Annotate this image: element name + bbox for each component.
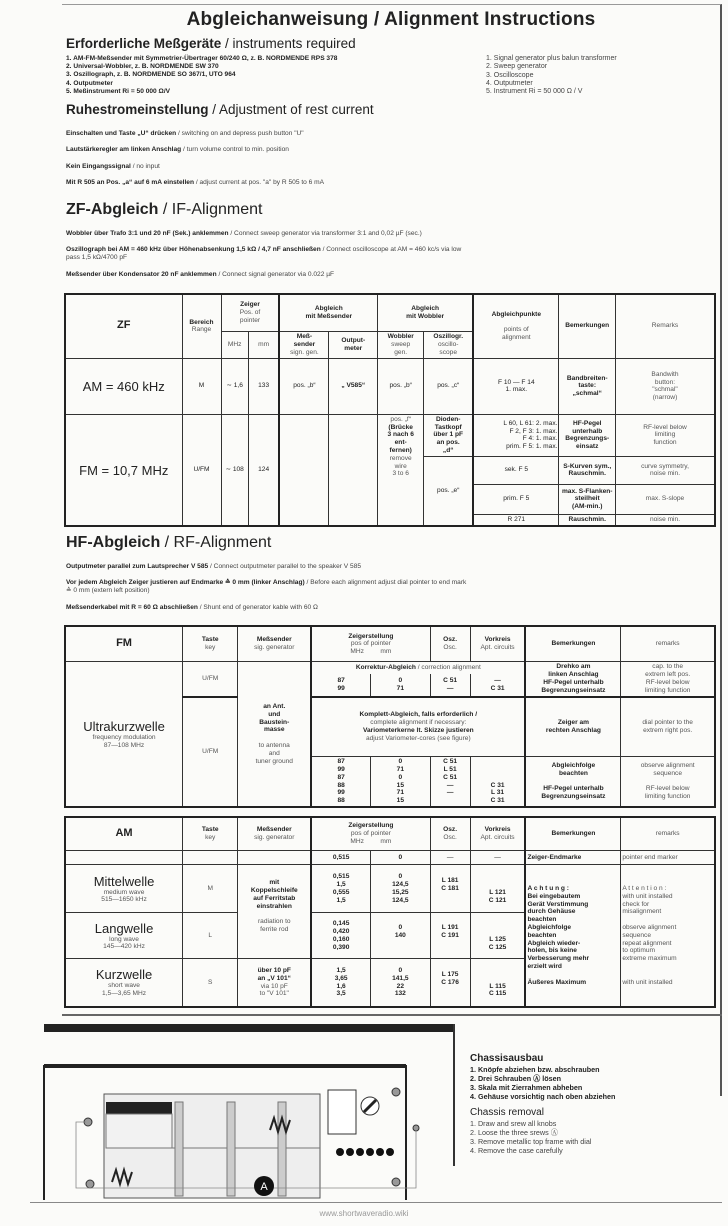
rest-current-section: [66, 102, 716, 195]
knobs: [336, 1148, 394, 1156]
cell: Rauschmin.: [559, 514, 616, 526]
cell: max. S-Flanken- steilheit (AM-min.): [559, 484, 616, 514]
cell-empty: [279, 414, 328, 526]
cell: U/FM: [183, 697, 238, 807]
cell: via 10 pF to "V 101": [259, 982, 289, 998]
cell: Korrektur-Abgleich: [355, 664, 416, 672]
cell: pos. „e“: [424, 456, 473, 526]
cell: max. S-slope: [616, 484, 716, 514]
if-heading: ZF-Abgleich: [66, 201, 159, 219]
instruments-list-de: 1. AM-FM-Meßsender mit Symmetrier-Übertrager 60/240 Ω, z. B. NORDMENDE RPS 378 2. Universal-Wobbler, z. B. NORDMENDE SW 370 3. Oszillograph, z. B. NORDMENDE SO 367/1, UTO 964 4. Outputmeter 5. Meßinstrument Ri = 50 000 Ω/V: [66, 55, 338, 95]
cell: C 51 L 51 C 51 — —: [430, 757, 470, 807]
cell: C 31 L 31 C 31: [470, 757, 525, 807]
line-en: / Connect outputmeter parallel to the speaker V 585: [208, 562, 362, 570]
col-apt-circuits: Apt. circuits: [480, 834, 515, 842]
col-zeiger: Zeiger: [240, 301, 260, 309]
band-desc: frequency modulation 87—108 MHz: [92, 733, 156, 749]
line-de: Outputmeter parallel zum Lautsprecher V 585: [66, 562, 209, 570]
line-de: Meßsender über Kondensator 20 nF anklemmen: [66, 270, 217, 278]
col-osz: Osz.: [443, 826, 458, 834]
cell: 87 99: [311, 674, 370, 697]
line-en: / no input: [130, 162, 160, 170]
rf-alignment-section: [66, 533, 716, 620]
cell-empty: [65, 851, 183, 865]
cell: U/FM: [182, 414, 221, 526]
chassis-heading-en: Chassis removal: [470, 1106, 544, 1118]
rest-current-heading: Ruhestromeinstellung: [66, 102, 209, 118]
instruments-heading: Erforderliche Meßgeräte: [66, 36, 222, 51]
cell: Dioden- Tastkopf über 1 pF an pos. „d“: [424, 414, 473, 456]
cell: Zeiger am rechten Anschlag: [525, 697, 620, 757]
header: [66, 8, 716, 31]
table-row-fm: [65, 414, 715, 456]
col-mm: mm: [248, 332, 279, 358]
col-wobbler: Wobbler: [387, 333, 414, 341]
cell: L 175 C 176: [430, 959, 470, 1007]
cell: C 51 —: [430, 674, 470, 697]
cell: sek. F 5: [473, 456, 559, 484]
band-name: Kurzwelle: [95, 967, 153, 983]
cell: 133: [248, 358, 279, 414]
page: [64, 0, 716, 1226]
line-de: Lautstärkeregler am linken Anschlag: [66, 146, 182, 154]
page-title: Abgleichanweisung / Alignment Instructions: [186, 9, 596, 30]
cell: 0,515 1,5 0,555 1,5: [311, 865, 370, 913]
cell: curve symmetry, noise min.: [616, 456, 716, 484]
cell: to antenna and tuner ground: [255, 741, 293, 765]
col-mm: mm: [380, 648, 392, 656]
cell: pointer end marker: [621, 851, 715, 865]
col-abgleich-messsender: Abgleich mit Meßsender: [279, 294, 377, 332]
cell: radiation to ferrite rod: [257, 918, 291, 934]
col-zeigerstellung: Zeigerstellung: [348, 632, 394, 640]
cell: ∼ 1,6: [221, 358, 248, 414]
cell: —: [430, 851, 470, 865]
col-messsender: Meßsender: [256, 636, 292, 644]
fm-table-wrap: [64, 625, 716, 808]
col-vorkreis: Vorkreis: [484, 826, 511, 834]
cell: 0 140: [371, 913, 430, 959]
col-remarks: Remarks: [616, 294, 716, 358]
line-en: / Connect oscilloscope at AM = 460 kc/s via low pass 1,5 kΩ/4700 pF: [66, 245, 462, 262]
cell: 124: [248, 414, 279, 526]
cell: 0 71: [371, 674, 430, 697]
cell: L 60, L 61: 2. max. F 2, F 3: 1. max. F 4: 1. max. prim. F 5: 1. max.: [473, 414, 559, 456]
cell: M: [183, 865, 238, 913]
table-row-mittelwelle: [65, 865, 715, 913]
col-pos: Pos. of pointer: [239, 309, 261, 325]
table-row-endmark: [65, 851, 715, 865]
instruments-list-en: 1. Signal generator plus balun transformer 2. Sweep generator 3. Oscilloscope 4. Outputmeter 5. Instrument Ri = 50 000 Ω / V: [486, 55, 617, 96]
cell: S-Kurven sym., Rauschmin.: [559, 456, 616, 484]
col-remarks: remarks: [621, 817, 715, 851]
cell: 0: [371, 851, 430, 865]
cell: HF-Pegel unterhalb Begrenzungs- einsatz: [559, 414, 616, 456]
zf-header: ZF: [65, 294, 182, 358]
col-mm: mm: [380, 838, 392, 846]
instruments-heading-en: / instruments required: [221, 36, 356, 51]
cell: A t t e n t i o n : with unit installed check for misalignment observe alignment sequence repeat alignment to optimum extreme maximum with unit installed: [621, 865, 715, 1007]
cell: A c h t u n g : Bei eingebautem Gerät Verstimmung durch Gehäuse beachten Abgleichfolge beachten Abgleich wieder- holen, bis keine Verbesserung mehr erzielt wird Äußeres Maximum: [525, 865, 620, 1007]
col-osc: Osc.: [443, 834, 457, 842]
cell-empty: [329, 414, 378, 526]
divider: [62, 1014, 722, 1016]
cell: 1,5 3,65 1,6 3,5: [311, 959, 370, 1007]
cell: prim. F 5: [473, 484, 559, 514]
line-en: / turn volume control to min. position: [181, 146, 289, 154]
cell: 0 124,5 15,25 124,5: [371, 865, 430, 913]
marker-a-label: A: [260, 1180, 268, 1193]
cell: Drehko am linken Anschlag HF-Pegel unterhalb Begrenzungseinsatz: [525, 662, 620, 697]
cell: L 191 C 191: [430, 913, 470, 959]
cell: R 271: [473, 514, 559, 526]
cell: Abgleichfolge beachten HF-Pegel unterhalb Begrenzungseinsatz: [525, 757, 620, 807]
col-mhz: MHz: [221, 332, 248, 358]
cell: observe alignment sequence RF-level below limiting function: [621, 757, 715, 807]
cell: 0 141,5 22 132: [371, 959, 430, 1007]
fm-table: [64, 625, 716, 808]
col-sig-gen: sig. generator: [254, 834, 295, 842]
col-osz: Osz.: [443, 636, 458, 644]
band-desc: short wave 1,5—3,65 MHz: [102, 982, 147, 998]
am-table-wrap: [64, 816, 716, 1008]
col-apt-circuits: Apt. circuits: [480, 644, 515, 652]
col-mhz: MHz: [350, 838, 364, 846]
row-label: AM = 460 kHz: [65, 358, 182, 414]
cell: L 181 C 181: [430, 865, 470, 913]
zf-table-wrap: [64, 293, 716, 527]
col-abgleichpunkte: Abgleichpunkte: [491, 310, 542, 318]
chassis-section: [470, 1052, 720, 1155]
col-taste: Taste: [201, 636, 219, 644]
line-de: Oszillograph bei AM = 460 kHz über Höhenabsenkung 1,5 kΩ / 4,7 nF anschließen: [66, 245, 321, 253]
chassis-steps-de: 1. Knöpfe abziehen bzw. abschrauben 2. Drei Schrauben Ⓐ lösen 3. Skala mit Zierrahmen abheben 4. Gehäuse vorsichtig nach oben abziehen: [470, 1064, 616, 1101]
rf-heading: HF-Abgleich: [66, 534, 161, 552]
col-outputmeter: Output- meter: [329, 332, 378, 358]
cell: L 125 C 125: [470, 913, 525, 959]
col-sign-gen: sign. gen.: [290, 349, 319, 357]
band-desc: long wave 145—420 kHz: [103, 935, 145, 951]
line-de: Meßsenderkabel mit R = 60 Ω abschließen: [66, 603, 198, 611]
col-points: points of alignment: [502, 326, 531, 342]
table-row-am: [65, 358, 715, 414]
cell: remove wire 3 to 6: [389, 454, 412, 478]
line-de: Mit R 505 an Pos. „a“ auf 6 mA einstellen: [66, 178, 195, 186]
line-en: / switching on and depress push button "U": [176, 129, 304, 137]
am-header: AM: [65, 817, 183, 851]
cell: Variometerkerne lt. Skizze justieren: [362, 726, 474, 734]
chassis-diagram: [30, 1022, 460, 1200]
cell: cap. to the extrem left pos. RF-level below limiting function: [621, 662, 715, 697]
line-en: / Before each alignment adjust dial pointer to end mark ≙ 0 mm (extern left position): [66, 578, 467, 595]
col-key: key: [205, 644, 216, 652]
cell: ∼ 108: [221, 414, 248, 526]
cell: 0 71 0 15 71 15: [371, 757, 430, 807]
cell: L 121 C 121: [470, 865, 525, 913]
table-row: [65, 662, 715, 674]
line-en: / Connect sweep generator via transformer 3:1 and 0,02 µF (sec.): [228, 229, 422, 237]
col-zeigerstellung: Zeigerstellung: [348, 822, 394, 830]
band-desc: medium wave 515—1650 kHz: [101, 888, 147, 904]
col-sweep-gen: sweep gen.: [391, 341, 411, 357]
chassis-steps-en: 1. Draw and srew all knobs 2. Loose the three srews Ⓐ 3. Remove metallic top frame with dial 4. Remove the case carefully: [470, 1118, 592, 1155]
row-label: FM = 10,7 MHz: [65, 414, 182, 526]
cell: 0,145 0,420 0,160 0,390: [311, 913, 370, 959]
col-bemerkungen: Bemerkungen: [525, 626, 620, 662]
line-en: / Shunt end of generator kable with 60 Ω: [197, 603, 318, 611]
cell-empty: [238, 851, 311, 865]
line-de: Vor jedem Abgleich Zeiger justieren auf Endmarke ≙ 0 mm (linker Anschlag): [66, 578, 305, 586]
cell: S: [183, 959, 238, 1007]
band-name: Mittelwelle: [93, 873, 155, 889]
instruments-section: [66, 36, 716, 96]
col-mhz: MHz: [350, 648, 364, 656]
rest-current-heading-en: / Adjustment of rest current: [208, 102, 374, 118]
cell: 87 99 87 88 99 88: [311, 757, 370, 807]
cell: (Brücke 3 nach 6 ent- fernen): [387, 423, 414, 455]
cell: noise min.: [616, 514, 716, 526]
cell: an Ant. und Baustein- masse: [259, 703, 290, 734]
cell-empty: [183, 851, 238, 865]
col-pos-pointer: pos of pointer: [350, 830, 391, 838]
col-taste: Taste: [201, 826, 219, 834]
col-messsender: Meßsender: [256, 826, 292, 834]
cell: pos. „c“: [424, 358, 473, 414]
cell: Bandbreiten- taste: „schmal“: [559, 358, 616, 414]
band-name: Ultrakurzwelle: [83, 718, 165, 734]
line-en: / Connect signal generator via 0.022 µF: [216, 270, 335, 278]
cell: L: [183, 913, 238, 959]
col-remarks: remarks: [621, 626, 715, 662]
cell: adjust Variometer-cores (see figure): [365, 734, 471, 742]
col-bereich: Bereich: [189, 318, 214, 326]
fm-header: FM: [65, 626, 183, 662]
band-name: Langwelle: [94, 920, 154, 936]
col-sig-gen: sig. generator: [254, 644, 295, 652]
cell: U/FM: [183, 662, 238, 697]
cell: RF-level below limiting function: [616, 414, 716, 456]
line-de: Einschalten und Taste „U“ drücken: [66, 129, 177, 137]
col-range: Range: [191, 326, 212, 334]
line-en: / adjust current at pos. "a" by R 505 to 6 mA: [194, 178, 325, 186]
band-cell: [65, 662, 183, 807]
cell: — C 31: [470, 674, 525, 697]
cell: pos. „b“: [378, 358, 424, 414]
col-oscilloscope: oscillo- scope: [437, 341, 459, 357]
cell: —: [470, 851, 525, 865]
col-key: key: [205, 834, 216, 842]
col-bemerkungen: Bemerkungen: [525, 817, 620, 851]
cell: mit Koppelschleife auf Ferritstab einstrahlen: [250, 879, 298, 910]
cell: complete alignment if necessary:: [370, 719, 467, 727]
line-de: Wobbler über Trafo 3:1 und 20 nF (Sek.) anklemmen: [66, 229, 229, 237]
cell: über 10 pF an „V 101“: [257, 967, 291, 982]
chassis-block: [30, 1022, 720, 1200]
cell: dial pointer to the extrem right pos.: [621, 697, 715, 757]
top-frame: [44, 1024, 454, 1032]
rf-heading-en: / RF-Alignment: [160, 534, 272, 552]
if-alignment-section: [66, 200, 716, 287]
col-pos-pointer: pos of pointer: [350, 640, 391, 648]
cell: 0,515: [311, 851, 370, 865]
cell: pos. „f“: [390, 415, 411, 423]
cell: pos. „b“: [279, 358, 328, 414]
cell: Bandwith button: "schmal" (narrow): [616, 358, 716, 414]
line-de: Kein Eingangssignal: [66, 162, 131, 170]
col-messsender: Meß- sender: [293, 333, 316, 349]
cell: / correction alignment: [415, 664, 481, 672]
if-heading-en: / IF-Alignment: [158, 201, 263, 219]
col-bemerkungen: Bemerkungen: [559, 294, 616, 358]
col-oszillogr: Oszillogr.: [433, 333, 464, 341]
cell: „ V585“: [329, 358, 378, 414]
col-abgleich-wobbler: Abgleich mit Wobbler: [378, 294, 474, 332]
cell: Zeiger-Endmarke: [525, 851, 620, 865]
cell: Komplett-Abgleich, falls erforderlich /: [359, 711, 478, 719]
chassis-heading-de: Chassisausbau: [470, 1052, 544, 1064]
cell: M: [182, 358, 221, 414]
cell: F 10 — F 14 1. max.: [473, 358, 559, 414]
col-vorkreis: Vorkreis: [484, 636, 511, 644]
am-table: [64, 816, 716, 1008]
cell: L 115 C 115: [470, 959, 525, 1007]
col-osc: Osc.: [443, 644, 457, 652]
footer-watermark: www.shortwaveradio.wiki: [319, 1208, 409, 1218]
zf-table: [64, 293, 716, 527]
